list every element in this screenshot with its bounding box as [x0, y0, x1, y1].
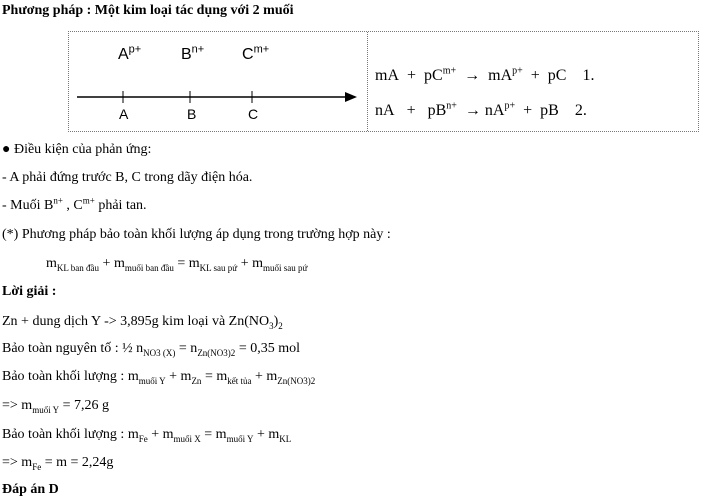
point-c-label: C: [248, 106, 259, 122]
mass-conservation-formula: $m_{KL ban đầu} + m_{muối ban đầu} = m_{KL sau pứ} + m_{muối sau pứ}$: [46, 256, 308, 273]
arrow-icon: →: [464, 67, 481, 84]
condition-line-2: - Muối $B^{n+}$ , $C^{m+}$ phải tan.: [2, 195, 147, 213]
solution-line-1: Zn + dung dịch Y -> 3,895g kim loại và $Zn(NO_3)_2$: [2, 314, 283, 331]
solution-line-3: Bảo toàn khối lượng : $m_{muối Y} + m_{Zn} = m_{kết tủa} + m_{Zn(NO3)2}$: [2, 369, 316, 386]
answer: Đáp án D: [2, 482, 59, 497]
ion-a: $A^{p+}$: [118, 43, 142, 63]
solution-line-6: => $m_{Fe} = m = 2,24g$: [2, 455, 114, 472]
note: (*) Phương pháp bảo toàn khối lượng áp dụng trong trường hợp này :: [2, 227, 391, 242]
heading: Phương pháp : Một kim loại tác dụng với 2 muối: [2, 3, 294, 18]
ion-b: $B^{n+}$: [181, 43, 205, 63]
reaction-1: mA + $pC^{m+} \to mA^{p+}$ + pC 1.: [375, 65, 595, 84]
reaction-2: nA + $pB^{n+} \to nA^{p+}$ + pB 2.: [375, 100, 587, 119]
solution-line-4: => $m_{muối Y} = 7,26$ g: [2, 398, 110, 415]
solution-title: Lời giải :: [2, 284, 57, 299]
solution-line-2: Bảo toàn nguyên tố : ½ $n_{NO3 (X)} = n_{Zn(NO3)2} = 0,35$ mol: [2, 341, 300, 358]
electrochemical-series-axis: [77, 88, 359, 108]
diagram-box: [68, 31, 699, 132]
ion-c: $C^{m+}$: [242, 43, 270, 63]
divider: [367, 32, 368, 131]
solution-line-5: Bảo toàn khối lượng : $m_{Fe} + m_{muối X} = m_{muối Y} + m_{KL}$: [2, 427, 292, 444]
conditions-title: ● Điều kiện của phản ứng:: [2, 142, 152, 157]
point-b-label: B: [187, 106, 197, 122]
point-a-label: A: [119, 106, 129, 122]
arrow-icon: →: [464, 102, 481, 119]
condition-line-1: - A phải đứng trước B, C trong dãy điện hóa.: [2, 170, 253, 185]
